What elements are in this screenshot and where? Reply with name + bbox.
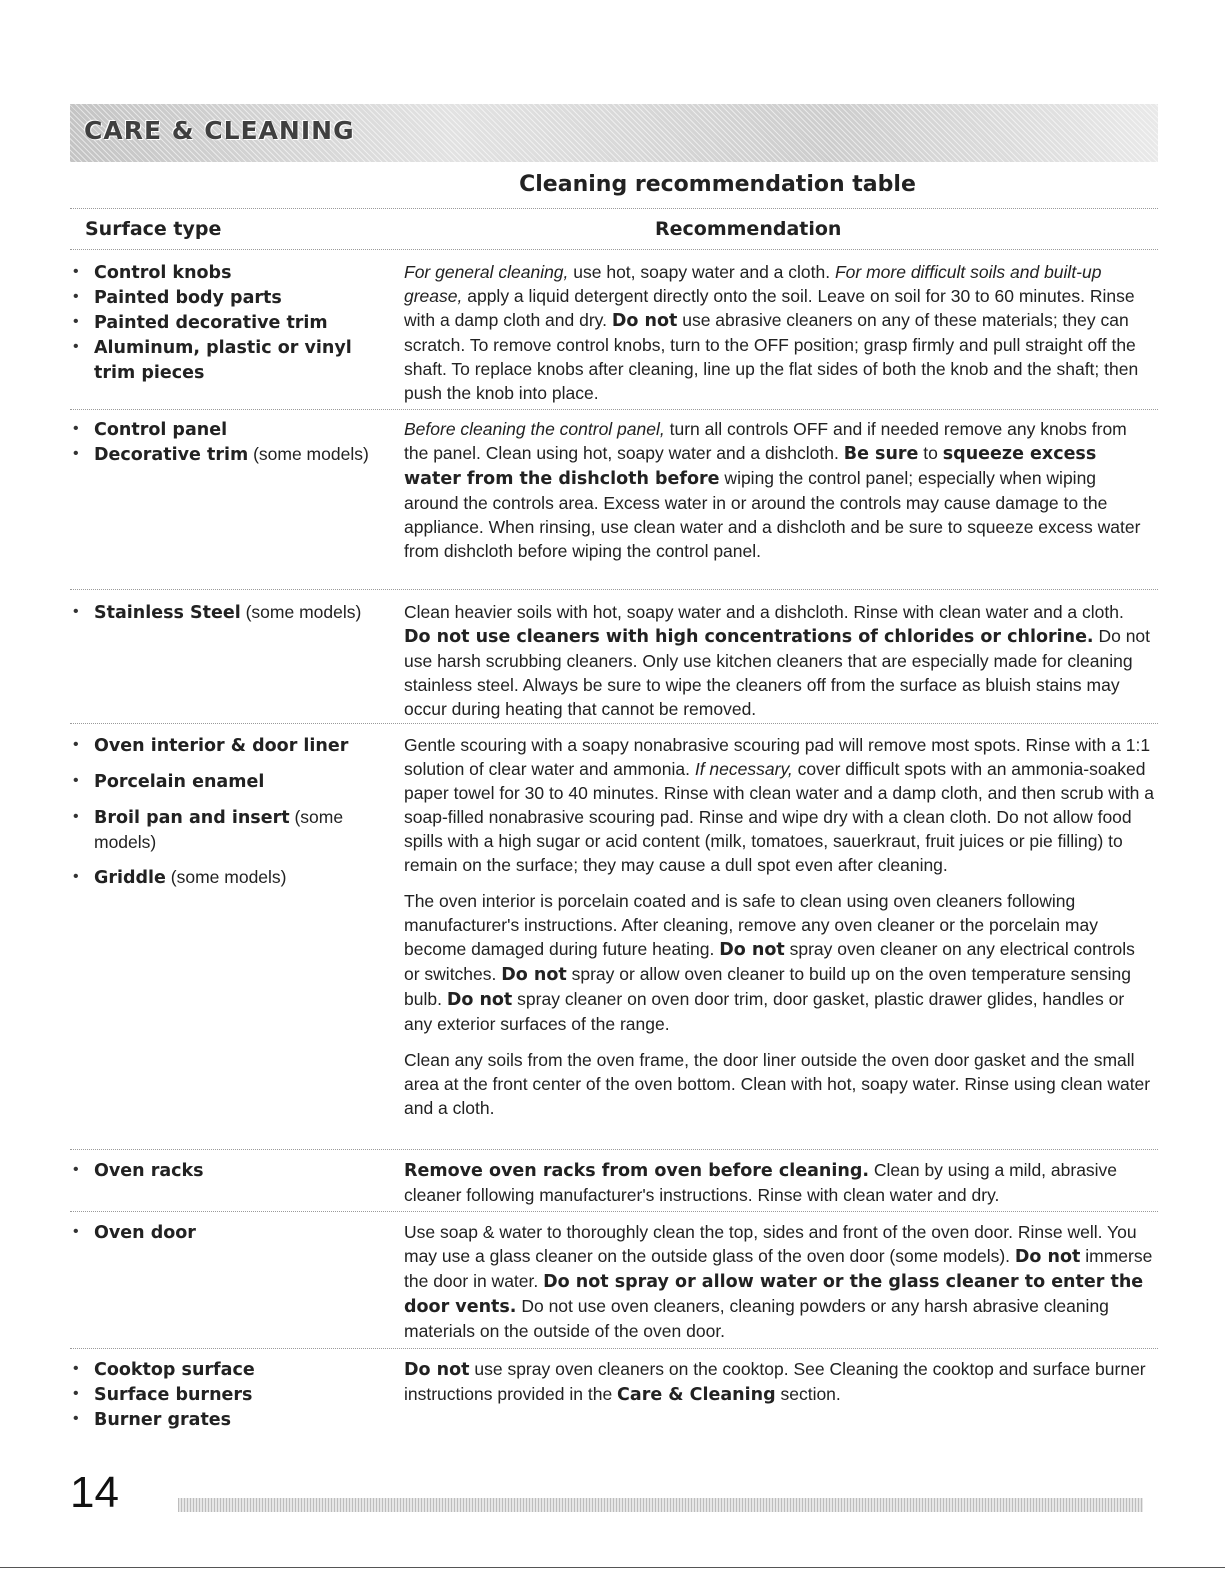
surface-name: Painted body parts [94, 288, 282, 308]
surface-name: Oven interior & door liner [94, 736, 349, 756]
surface-list [70, 260, 395, 385]
section-title: CARE & CLEANING [84, 116, 355, 145]
body-text: use abrasive cleaners on any of these materials; they can scratch. To remove control knobs, turn to the OFF position; grasp firmly and pull straight off the shaft. To replace knobs after cleaning, line up the flat sides of both the knob and the shaft; then push the knob into place. [404, 310, 1139, 403]
header-top-rule [70, 208, 1158, 209]
surface-name: Burner grates [94, 1410, 232, 1430]
row-divider [70, 1211, 1158, 1212]
row-divider [70, 723, 1158, 724]
surface-list [70, 1158, 395, 1183]
surface-list [70, 600, 395, 625]
recommendation-paragraph [404, 889, 1154, 1036]
emphasis-text: Care & Cleaning [617, 1385, 776, 1405]
surface-name: Stainless Steel [94, 603, 241, 623]
surface-item [70, 1158, 395, 1183]
recommendation-paragraph [404, 260, 1154, 405]
surface-list [70, 417, 395, 467]
table-title: Cleaning recommendation table [519, 172, 916, 197]
surface-item [70, 805, 395, 854]
recommendation-cell [404, 260, 1154, 417]
body-text: wiping the control panel; especially when wiping around the controls area. Excess water in or around the controls may cause damage to the appliance. When rinsing, use clean water and a dishcloth and be sure to squeeze excess water from dishcloth before wiping the control panel. [404, 468, 1141, 561]
header-bottom-rule [70, 249, 1158, 250]
surface-name: Broil pan and insert [94, 808, 290, 828]
recommendation-paragraph [404, 1048, 1154, 1120]
body-text: cover difficult spots with an ammonia-soaked paper towel for 30 to 40 minutes. Rinse with clean water and a damp cloth, and then scrub with a soap-filled nonabrasive scouring pad. Rinse and wipe dry with a clean cloth. Do not allow food spills with a high sugar or acid content (milk, tomatoes, sauerkraut, fruit juices or pie filling) to remain on the surface; they may cause a dull spot even after cleaning. [404, 759, 1155, 875]
surface-item [70, 417, 395, 442]
row-divider [70, 1348, 1158, 1349]
surface-name: Decorative trim [94, 445, 249, 465]
recommendation-cell [404, 1158, 1154, 1219]
emphasis-text: Do not spray or allow water or the glass cleaner to enter the door vents. [404, 1272, 1144, 1317]
recommendation-paragraph [404, 1357, 1154, 1407]
surface-note: (some models) [94, 807, 344, 852]
surface-name: Griddle [94, 868, 166, 888]
surface-item [70, 260, 395, 285]
surface-item [70, 335, 395, 385]
italic-text: For general cleaning, [404, 262, 569, 282]
surface-item [70, 1382, 395, 1407]
footer-bar [178, 1498, 1143, 1512]
surface-item [70, 442, 395, 467]
column-header-surface: Surface type [85, 218, 222, 240]
body-text: spray or allow oven cleaner to build up on the oven temperature sensing bulb. [404, 964, 1131, 1009]
emphasis-text: Remove oven racks from oven before cleaning. [404, 1161, 869, 1181]
emphasis-text: Do not [719, 940, 785, 960]
surface-name: Cooktop surface [94, 1360, 255, 1380]
page-bottom-edge [0, 1567, 1225, 1568]
body-text: use spray oven cleaners on the cooktop. See Cleaning the cooktop and surface burner instructions provided in the [404, 1359, 1146, 1404]
body-text: immerse the door in water. [404, 1246, 1153, 1291]
emphasis-text: Be sure [843, 444, 919, 464]
recommendation-paragraph [404, 1220, 1154, 1343]
surface-name: Aluminum, plastic or vinyl trim pieces [94, 338, 352, 383]
body-text: The oven interior is porcelain coated and is safe to clean using oven cleaners following manufacturer's instructions. After cleaning, remove any oven cleaner or the porcelain may become damaged during future heating. [404, 891, 1098, 959]
body-text: section. [775, 1384, 841, 1404]
surface-item [70, 600, 395, 625]
recommendation-paragraph [404, 600, 1154, 721]
surface-list [70, 1220, 395, 1245]
surface-name: Control knobs [94, 263, 232, 283]
surface-name: Surface burners [94, 1385, 253, 1405]
italic-text: If necessary, [694, 759, 793, 779]
surface-note: (some models) [248, 444, 369, 464]
surface-item [70, 769, 395, 794]
body-text: Use soap & water to thoroughly clean the top, sides and front of the oven door. Rinse well. You may use a glass cleaner on the outside glass of the oven door (some models). [404, 1222, 1137, 1266]
surface-list [70, 733, 395, 901]
body-text: Gentle scouring with a soapy nonabrasive scouring pad will remove most spots. Rinse with a 1:1 solution of clear water and ammonia. [404, 735, 1151, 779]
surface-name: Painted decorative trim [94, 313, 328, 333]
row-divider [70, 589, 1158, 590]
recommendation-cell [404, 1220, 1154, 1355]
body-text: apply a liquid detergent directly onto the soil. Leave on soil for 30 to 60 minutes. Rinse with a damp cloth and dry. [404, 286, 1135, 330]
emphasis-text: Do not [404, 1360, 470, 1380]
surface-name: Oven racks [94, 1161, 204, 1181]
row-divider [70, 409, 1158, 410]
row-divider [70, 1149, 1158, 1150]
body-text: to [918, 443, 943, 463]
surface-list [70, 1357, 395, 1432]
page-number: 14 [70, 1468, 119, 1517]
surface-item [70, 1407, 395, 1432]
body-text: spray oven cleaner on any electrical controls or switches. [404, 939, 1135, 984]
surface-item [70, 865, 395, 890]
surface-name: Oven door [94, 1223, 196, 1243]
body-text: Do not use oven cleaners, cleaning powders or any harsh abrasive cleaning materials on the outside of the oven door. [404, 1296, 1109, 1341]
body-text: turn all controls OFF and if needed remove any knobs from the panel. Clean using hot, soapy water and a dishcloth. [404, 419, 1127, 463]
recommendation-cell [404, 600, 1154, 733]
surface-note: (some models) [240, 602, 362, 622]
italic-text: For more difficult soils and built-up grease, [404, 262, 1102, 306]
surface-item [70, 733, 395, 758]
recommendation-cell [404, 1357, 1154, 1419]
emphasis-text: Do not [1014, 1247, 1081, 1267]
surface-note: (some models) [165, 867, 287, 887]
body-text: Clean any soils from the oven frame, the door liner outside the oven door gasket and the small area at the front center of the oven bottom. Clean with hot, soapy water. Rinse using clean water and a cloth. [404, 1050, 1151, 1118]
emphasis-text: Do not [446, 990, 513, 1010]
section-banner [70, 104, 1158, 162]
emphasis-text: Do not [611, 311, 678, 331]
body-text: Clean by using a mild, abrasive cleaner following manufacturer's instructions. Rinse with clean water and dry. [404, 1160, 1118, 1205]
italic-text: Before cleaning the control panel, [404, 419, 665, 439]
emphasis-text: Do not [501, 965, 567, 985]
recommendation-cell [404, 733, 1154, 1132]
body-text: Clean heavier soils with hot, soapy water and a dishcloth. Rinse with clean water and a cloth. [404, 602, 1124, 622]
recommendation-paragraph [404, 1158, 1154, 1207]
surface-item [70, 310, 395, 335]
surface-item [70, 1357, 395, 1382]
emphasis-text: squeeze excess water from the dishcloth before [404, 444, 1097, 489]
surface-name: Porcelain enamel [94, 772, 265, 792]
surface-item [70, 1220, 395, 1245]
body-text: use hot, soapy water and a cloth. [568, 262, 835, 282]
body-text: Do not use harsh scrubbing cleaners. Only use kitchen cleaners that are especially made for cleaning stainless steel. Always be sure to wipe the cleaners off from the surface as bluish stains may occur during heating that cannot be removed. [404, 626, 1151, 719]
surface-name: Control panel [94, 420, 228, 440]
emphasis-text: Do not use cleaners with high concentrations of chlorides or chlorine. [404, 627, 1094, 647]
column-header-recommendation: Recommendation [655, 218, 842, 240]
surface-item [70, 285, 395, 310]
recommendation-cell [404, 417, 1154, 575]
recommendation-paragraph [404, 733, 1154, 877]
recommendation-paragraph [404, 417, 1154, 563]
body-text: spray cleaner on oven door trim, door gasket, plastic drawer glides, handles or any exterior surfaces of the range. [404, 989, 1125, 1034]
